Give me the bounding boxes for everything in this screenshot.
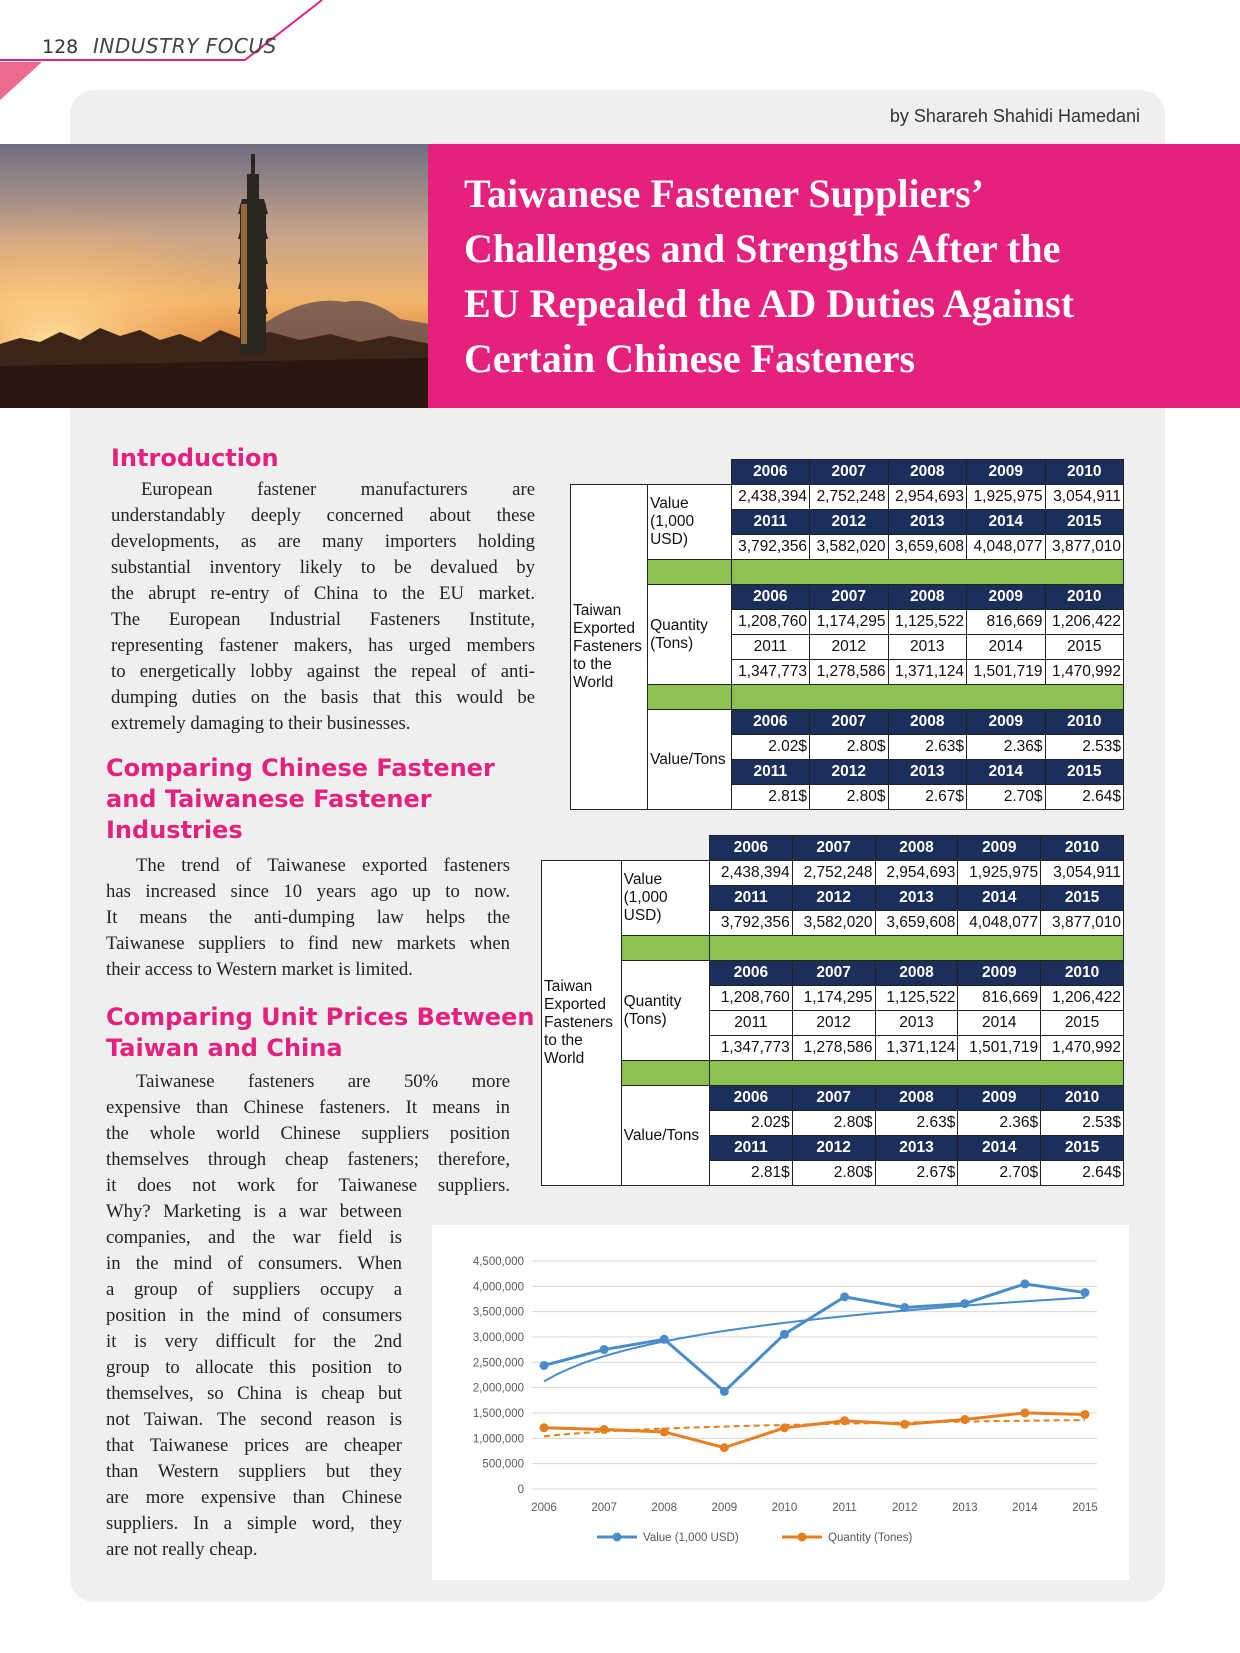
year-header: 2009	[967, 710, 1045, 735]
data-cell: 1,371,124	[888, 660, 966, 685]
year-header: 2010	[1041, 1086, 1124, 1111]
text-line: the whole world Chinese suppliers position	[106, 1123, 510, 1144]
year-header: 2010	[1041, 961, 1124, 986]
year-header: 2014	[958, 1136, 1041, 1161]
data-cell: 2.70$	[967, 785, 1045, 810]
text-line: developments, as are many importers holding	[111, 531, 535, 552]
year-header: 2011	[710, 886, 793, 911]
series-line-quantity	[544, 1413, 1085, 1448]
data-point	[600, 1345, 609, 1354]
y-tick-label: 1,000,000	[472, 1433, 524, 1446]
data-cell: 1,174,295	[792, 986, 875, 1011]
data-cell: 1,208,760	[731, 610, 809, 635]
quantity-label: Quantity (Tons)	[621, 961, 709, 1061]
heading-line: Comparing Unit Prices Between	[106, 1003, 535, 1031]
legend-marker	[798, 1533, 807, 1542]
text-line: their access to Western market is limited.	[106, 959, 413, 980]
data-point	[1020, 1279, 1029, 1288]
export-line-chart	[432, 1225, 1129, 1580]
x-tick-label: 2013	[951, 1502, 978, 1514]
text-line: Why? Marketing is a war between	[106, 1201, 402, 1222]
data-cell: 4,048,077	[967, 535, 1045, 560]
year-header: 2012	[810, 635, 888, 660]
year-header: 2008	[875, 961, 958, 986]
year-header: 2013	[888, 635, 966, 660]
data-cell: 3,659,608	[888, 535, 966, 560]
year-header: 2007	[810, 585, 888, 610]
data-cell: 3,659,608	[875, 911, 958, 936]
year-header: 2011	[710, 1136, 793, 1161]
year-header: 2009	[967, 460, 1045, 485]
year-header: 2008	[875, 1086, 958, 1111]
text-line: it does not work for Taiwanese suppliers.	[106, 1175, 510, 1196]
text-line: representing fastener makers, has urged members	[111, 635, 535, 656]
data-cell: 3,877,010	[1045, 535, 1124, 560]
x-tick-label: 2011	[832, 1502, 857, 1514]
data-cell: 1,347,773	[731, 660, 809, 685]
legend-label: Value (1,000 USD)	[643, 1532, 739, 1544]
year-header: 2006	[710, 836, 793, 861]
taipei-101-photo	[0, 144, 430, 408]
table-separator	[621, 936, 709, 961]
x-tick-label: 2010	[771, 1502, 798, 1514]
text-line: than Western suppliers but they	[106, 1461, 402, 1482]
text-line: European fastener manufacturers are	[141, 479, 535, 500]
year-header: 2013	[888, 510, 966, 535]
compare-heading	[106, 753, 495, 846]
data-point	[720, 1443, 729, 1452]
legend-label: Quantity (Tones)	[828, 1532, 913, 1544]
table-separator	[621, 1061, 709, 1086]
data-point	[840, 1292, 849, 1301]
data-point	[960, 1299, 969, 1308]
data-cell: 1,206,422	[1045, 610, 1124, 635]
text-line: dumping duties on the basis that this would be	[111, 687, 535, 708]
data-cell: 2.70$	[958, 1161, 1041, 1186]
year-header: 2015	[1041, 1011, 1124, 1036]
row-group-label: Taiwan Exported Fasteners to the World	[542, 861, 622, 1186]
year-header: 2008	[888, 710, 966, 735]
series-line-value	[544, 1284, 1085, 1392]
data-cell: 1,125,522	[888, 610, 966, 635]
title-line: EU Repealed the AD Duties Against	[464, 281, 1075, 326]
year-header: 2010	[1041, 836, 1124, 861]
year-header: 2012	[792, 886, 875, 911]
year-header: 2010	[1045, 710, 1124, 735]
data-cell: 1,925,975	[967, 485, 1045, 510]
data-point	[900, 1303, 909, 1312]
text-line: Taiwanese fasteners are 50% more	[136, 1071, 510, 1092]
data-cell: 1,208,760	[710, 986, 793, 1011]
article-title	[464, 166, 1204, 386]
text-line: that Taiwanese prices are cheaper	[106, 1435, 402, 1456]
data-cell: 2.80$	[810, 785, 888, 810]
text-line: expensive than Chinese fasteners. It means in	[106, 1097, 510, 1118]
data-point	[780, 1423, 789, 1432]
data-cell: 2.53$	[1045, 735, 1124, 760]
data-point	[1081, 1288, 1090, 1297]
table-separator	[648, 685, 731, 710]
y-tick-label: 4,000,000	[472, 1281, 524, 1294]
data-cell: 1,925,975	[958, 861, 1041, 886]
year-header: 2008	[888, 585, 966, 610]
data-cell: 2.02$	[731, 735, 809, 760]
prices-heading	[106, 1002, 534, 1064]
value-per-ton-label: Value/Tons	[648, 710, 731, 810]
intro-body	[111, 477, 535, 737]
data-point	[540, 1361, 549, 1370]
text-line: themselves through cheap fasteners; therefore,	[106, 1149, 510, 1170]
data-cell: 816,669	[967, 610, 1045, 635]
data-cell: 3,054,911	[1041, 861, 1124, 886]
year-header: 2013	[875, 1136, 958, 1161]
y-tick-label: 3,500,000	[472, 1306, 524, 1319]
y-tick-label: 4,500,000	[472, 1256, 524, 1268]
data-point	[840, 1416, 849, 1425]
heading-line: Comparing Chinese Fastener	[106, 754, 495, 782]
quantity-label: Quantity (Tons)	[648, 585, 731, 685]
year-header: 2009	[967, 585, 1045, 610]
year-header: 2009	[958, 961, 1041, 986]
legend-marker	[613, 1533, 622, 1542]
data-cell: 1,470,992	[1045, 660, 1124, 685]
section-label: INDUSTRY FOCUS	[93, 34, 277, 58]
export-data-table	[570, 459, 1124, 810]
data-cell: 2.53$	[1041, 1111, 1124, 1136]
year-header: 2013	[888, 760, 966, 785]
intro-heading: Introduction	[111, 444, 279, 472]
data-cell: 2,438,394	[731, 485, 809, 510]
data-cell: 816,669	[958, 986, 1041, 1011]
data-cell: 4,048,077	[958, 911, 1041, 936]
data-cell: 2,752,248	[792, 861, 875, 886]
data-cell: 2.02$	[710, 1111, 793, 1136]
text-line: not Taiwan. The second reason is	[106, 1409, 402, 1430]
data-cell: 2,438,394	[710, 861, 793, 886]
data-cell: 1,278,586	[792, 1036, 875, 1061]
year-header: 2014	[958, 886, 1041, 911]
data-cell: 1,206,422	[1041, 986, 1124, 1011]
data-cell: 3,792,356	[731, 535, 809, 560]
text-line: suppliers. In a simple word, they	[106, 1513, 402, 1534]
title-line: Taiwanese Fastener Suppliers’	[464, 171, 985, 216]
text-line: themselves, so China is cheap but	[106, 1383, 402, 1404]
byline: by Sharareh Shahidi Hamedani	[889, 106, 1140, 126]
data-cell: 1,278,586	[810, 660, 888, 685]
x-tick-label: 2007	[591, 1502, 617, 1514]
text-line: The European Industrial Fasteners Institute,	[111, 609, 535, 630]
data-point	[660, 1427, 669, 1436]
year-header: 2015	[1045, 635, 1124, 660]
data-point	[660, 1335, 669, 1344]
year-header: 2014	[958, 1011, 1041, 1036]
year-header: 2012	[792, 1011, 875, 1036]
year-header: 2012	[810, 510, 888, 535]
year-header: 2006	[731, 585, 809, 610]
table-corner	[542, 836, 710, 861]
year-header: 2015	[1041, 886, 1124, 911]
value-per-ton-label: Value/Tons	[621, 1086, 709, 1186]
data-cell: 2,954,693	[875, 861, 958, 886]
data-cell: 1,174,295	[810, 610, 888, 635]
data-cell: 2.63$	[875, 1111, 958, 1136]
y-tick-label: 0	[517, 1484, 524, 1496]
data-point	[780, 1330, 789, 1339]
data-point	[1020, 1408, 1029, 1417]
compare-body	[106, 853, 510, 983]
heading-line: Industries	[106, 816, 243, 844]
data-point	[600, 1425, 609, 1434]
text-line: It means the anti-dumping law helps the	[106, 907, 510, 928]
year-header: 2008	[888, 460, 966, 485]
table-separator	[731, 685, 1123, 710]
year-header: 2007	[810, 710, 888, 735]
text-line: group to allocate this position to	[106, 1357, 402, 1378]
year-header: 2007	[792, 961, 875, 986]
trendline-value	[544, 1298, 1085, 1382]
data-cell: 2.81$	[710, 1161, 793, 1186]
text-line: has increased since 10 years ago up to now.	[106, 881, 510, 902]
x-tick-label: 2015	[1072, 1502, 1098, 1514]
data-cell: 2.67$	[888, 785, 966, 810]
data-cell: 2,954,693	[888, 485, 966, 510]
text-line: it is very difficult for the 2nd	[106, 1331, 402, 1352]
row-group-label: Taiwan Exported Fasteners to the World	[571, 485, 648, 810]
value-label: Value (1,000 USD)	[621, 861, 709, 936]
text-line: a group of suppliers occupy a	[106, 1279, 402, 1300]
year-header: 2006	[710, 1086, 793, 1111]
year-header: 2006	[710, 961, 793, 986]
year-header: 2007	[810, 460, 888, 485]
data-cell: 2,752,248	[810, 485, 888, 510]
data-cell: 2.80$	[792, 1161, 875, 1186]
y-tick-label: 3,000,000	[472, 1332, 524, 1344]
year-header: 2015	[1041, 1136, 1124, 1161]
text-line: the abrupt re-entry of China to the EU market.	[111, 583, 535, 604]
text-line: substantial inventory likely to be devalued by	[111, 557, 535, 578]
text-line: The trend of Taiwanese exported fasteners	[136, 855, 510, 876]
data-cell: 3,792,356	[710, 911, 793, 936]
y-tick-label: 2,500,000	[472, 1357, 524, 1370]
y-tick-label: 2,000,000	[472, 1382, 524, 1395]
text-line: Taiwanese suppliers to find new markets when	[106, 933, 510, 954]
text-line: companies, and the war field is	[106, 1227, 402, 1248]
table-separator	[648, 560, 731, 585]
year-header: 2015	[1045, 510, 1124, 535]
year-header: 2011	[710, 1011, 793, 1036]
data-point	[540, 1423, 549, 1432]
y-tick-label: 1,500,000	[472, 1408, 524, 1420]
table-separator	[731, 560, 1123, 585]
x-tick-label: 2008	[651, 1502, 678, 1514]
data-cell: 3,582,020	[810, 535, 888, 560]
data-cell: 2.80$	[792, 1111, 875, 1136]
year-header: 2014	[967, 635, 1045, 660]
table-separator	[710, 1061, 1124, 1086]
data-cell: 2.81$	[731, 785, 809, 810]
year-header: 2010	[1045, 585, 1124, 610]
year-header: 2009	[958, 1086, 1041, 1111]
prices-body-wide	[106, 1069, 510, 1199]
data-cell: 2.67$	[875, 1161, 958, 1186]
data-point	[960, 1415, 969, 1424]
table-corner	[571, 460, 732, 485]
data-cell: 3,582,020	[792, 911, 875, 936]
year-header: 2010	[1045, 460, 1124, 485]
x-tick-label: 2006	[531, 1502, 557, 1514]
data-cell: 1,501,719	[967, 660, 1045, 685]
text-line: are more expensive than Chinese	[106, 1487, 402, 1508]
table-separator	[710, 936, 1124, 961]
year-header: 2007	[792, 1086, 875, 1111]
year-header: 2011	[731, 510, 809, 535]
export-data-table-copy	[541, 835, 1124, 1186]
data-cell: 1,371,124	[875, 1036, 958, 1061]
text-line: to energetically lobby against the repeal of anti-	[111, 661, 535, 682]
data-cell: 2.64$	[1041, 1161, 1124, 1186]
year-header: 2013	[875, 886, 958, 911]
text-line: are not really cheap.	[106, 1539, 258, 1560]
year-header: 2007	[792, 836, 875, 861]
data-cell: 1,125,522	[875, 986, 958, 1011]
data-cell: 2.36$	[958, 1111, 1041, 1136]
year-header: 2008	[875, 836, 958, 861]
data-cell: 2.63$	[888, 735, 966, 760]
year-header: 2012	[810, 760, 888, 785]
data-cell: 3,054,911	[1045, 485, 1124, 510]
data-cell: 1,347,773	[710, 1036, 793, 1061]
data-point	[720, 1387, 729, 1396]
x-tick-label: 2014	[1012, 1502, 1038, 1514]
x-tick-label: 2009	[711, 1502, 738, 1514]
page-number: 128	[42, 36, 79, 58]
heading-line: and Taiwanese Fastener	[106, 785, 432, 813]
year-header: 2006	[731, 710, 809, 735]
year-header: 2009	[958, 836, 1041, 861]
x-tick-label: 2012	[891, 1502, 918, 1514]
year-header: 2011	[731, 760, 809, 785]
year-header: 2011	[731, 635, 809, 660]
y-tick-label: 500,000	[482, 1458, 524, 1471]
data-cell: 1,501,719	[958, 1036, 1041, 1061]
data-cell: 2.64$	[1045, 785, 1124, 810]
trendline-quantity	[544, 1420, 1085, 1436]
title-line: Challenges and Strengths After the	[464, 226, 1061, 271]
text-line: extremely damaging to their businesses.	[111, 713, 411, 734]
data-cell: 1,470,992	[1041, 1036, 1124, 1061]
title-line: Certain Chinese Fasteners	[464, 336, 916, 381]
text-line: in the mind of consumers. When	[106, 1253, 402, 1274]
text-line: position in the mind of consumers	[106, 1305, 402, 1326]
data-cell: 2.80$	[810, 735, 888, 760]
value-label: Value (1,000 USD)	[648, 485, 731, 560]
data-point	[1081, 1410, 1090, 1419]
year-header: 2015	[1045, 760, 1124, 785]
data-point	[900, 1420, 909, 1429]
data-cell: 3,877,010	[1041, 911, 1124, 936]
data-cell: 2.36$	[967, 735, 1045, 760]
year-header: 2014	[967, 510, 1045, 535]
year-header: 2013	[875, 1011, 958, 1036]
heading-line: Taiwan and China	[106, 1034, 343, 1062]
prices-body-narrow	[106, 1199, 402, 1563]
year-header: 2014	[967, 760, 1045, 785]
year-header: 2012	[792, 1136, 875, 1161]
year-header: 2006	[731, 460, 809, 485]
text-line: understandably deeply concerned about these	[111, 505, 535, 526]
